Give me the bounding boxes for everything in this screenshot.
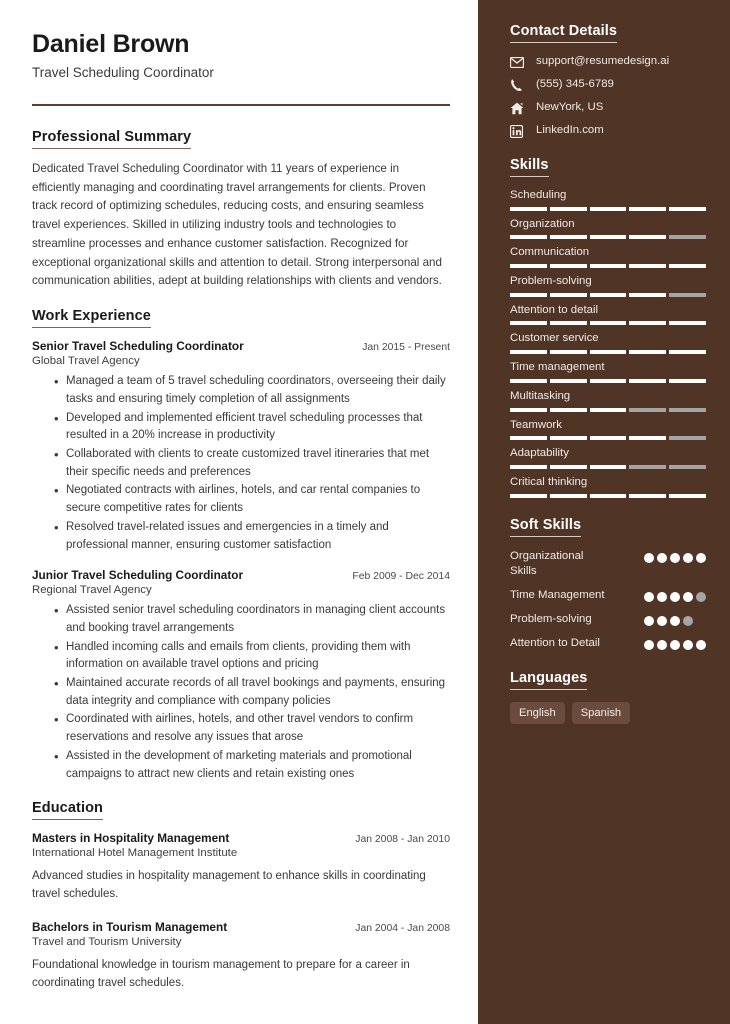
skill-item [510, 218, 706, 240]
skill-bar-segment [629, 436, 666, 440]
skill-bar-segment [510, 408, 547, 412]
soft-skill-dot [644, 553, 654, 563]
work-experience-entry [30, 339, 450, 554]
candidate-name: Daniel Brown [32, 30, 190, 58]
work-bullet-item: • Assisted in the development of marketing materials and promotional campaigns to attract new clients and retain existing ones [54, 748, 450, 783]
work-entry-date: Feb 2009 - Dec 2014 [352, 571, 450, 583]
skill-bar-segment [550, 235, 587, 239]
skill-bar-segment [550, 465, 587, 469]
skill-label: Attention to detail [510, 303, 599, 316]
contact-value: (555) 345-6789 [536, 78, 614, 91]
work-entry-organization: Global Travel Agency [32, 355, 140, 368]
contact-row[interactable] [510, 55, 706, 69]
education-section [30, 799, 450, 992]
soft-skill-dot [670, 616, 680, 626]
work-entry-bullets [30, 373, 450, 554]
work-bullet-item: • Assisted senior travel scheduling coordinators in managing client accounts and booking travel arrangements [54, 602, 450, 637]
skill-level-bar [510, 465, 706, 469]
skill-label: Communication [510, 246, 590, 259]
education-entry [30, 920, 450, 992]
contact-list [510, 55, 706, 138]
skill-label: Time management [510, 361, 605, 374]
skill-bar-segment [590, 350, 627, 354]
contact-row[interactable] [510, 124, 706, 138]
skill-bar-segment [669, 465, 706, 469]
skill-bar-segment [510, 293, 547, 297]
skill-bar-segment [590, 436, 627, 440]
skill-bar-segment [629, 207, 666, 211]
soft-skill-row [510, 612, 706, 628]
skill-item [510, 419, 706, 441]
soft-skill-dot [670, 640, 680, 650]
skill-bar-segment [550, 408, 587, 412]
skill-bar-segment [669, 321, 706, 325]
skill-bar-segment [629, 408, 666, 412]
skills-list [510, 189, 706, 498]
education-entry-header [32, 831, 450, 845]
education-list [30, 831, 450, 992]
work-entry-bullets [30, 602, 450, 783]
skill-level-bar [510, 293, 706, 297]
language-tag[interactable]: English [510, 702, 565, 724]
work-entry-role: Senior Travel Scheduling Coordinator [32, 339, 244, 354]
soft-skill-dot [670, 553, 680, 563]
soft-skills-list [510, 549, 706, 652]
soft-skill-dot [657, 592, 667, 602]
skill-bar-segment [629, 350, 666, 354]
soft-skill-row [510, 549, 706, 580]
skill-bar-segment [629, 465, 666, 469]
skill-level-bar [510, 350, 706, 354]
skill-bar-segment [590, 264, 627, 268]
skill-bar-segment [590, 379, 627, 383]
work-bullet-item: • Handled incoming calls and emails from clients, providing them with information on available travel options and pricing [54, 639, 450, 674]
soft-skill-dot [683, 640, 693, 650]
skill-item [510, 246, 706, 268]
skill-item [510, 189, 706, 211]
skill-label: Critical thinking [510, 475, 588, 488]
skill-item [510, 304, 706, 326]
skill-bar-segment [550, 436, 587, 440]
skill-bar-segment [629, 235, 666, 239]
section-title-education: Education [32, 800, 103, 820]
skill-label: Problem-solving [510, 275, 592, 288]
skill-level-bar [510, 235, 706, 239]
soft-skill-dot [657, 616, 667, 626]
soft-skill-dot [683, 616, 693, 626]
skill-bar-segment [669, 264, 706, 268]
language-tag[interactable]: Spanish [572, 702, 630, 724]
skill-label: Teamwork [510, 418, 562, 431]
skill-bar-segment [590, 408, 627, 412]
education-entry-institution: Travel and Tourism University [32, 935, 182, 948]
education-entry-description: Foundational knowledge in tourism management to prepare for a career in coordinating travel schedules. [32, 958, 410, 989]
soft-skill-dot [683, 553, 693, 563]
work-bullet-item: • Coordinated with airlines, hotels, and other travel vendors to confirm reservations and resolve any issues that arose [54, 711, 450, 746]
soft-skill-rating [644, 549, 706, 563]
skill-bar-segment [629, 321, 666, 325]
work-bullet-item: • Developed and implemented efficient travel scheduling processes that resulted in a 20% increase in productivity [54, 410, 450, 445]
skill-label: Customer service [510, 332, 599, 345]
work-entry-organization: Regional Travel Agency [32, 584, 152, 597]
work-entry-header [32, 339, 450, 353]
skill-level-bar [510, 408, 706, 412]
contact-value: LinkedIn.com [536, 124, 604, 137]
skill-bar-segment [669, 207, 706, 211]
section-title-work-experience: Work Experience [32, 308, 151, 328]
skill-bar-segment [669, 494, 706, 498]
skill-bar-segment [669, 350, 706, 354]
work-entry-role: Junior Travel Scheduling Coordinator [32, 568, 244, 583]
skill-item [510, 476, 706, 498]
contact-details-section [510, 22, 706, 138]
candidate-job-title: Travel Scheduling Coordinator [32, 64, 214, 80]
work-entry-date: Jan 2015 - Present [362, 342, 450, 354]
skill-bar-segment [510, 379, 547, 383]
skill-bar-segment [510, 264, 547, 268]
soft-skill-rating [644, 612, 706, 626]
skill-bar-segment [510, 207, 547, 211]
skill-level-bar [510, 321, 706, 325]
envelope-icon [510, 55, 527, 69]
contact-value: NewYork, US [536, 101, 604, 114]
skill-level-bar [510, 494, 706, 498]
education-entry-header [32, 920, 450, 934]
skill-level-bar [510, 379, 706, 383]
education-entry-degree: Masters in Hospitality Management [32, 831, 230, 846]
skill-bar-segment [550, 350, 587, 354]
education-entry-date: Jan 2004 - Jan 2008 [355, 922, 450, 934]
skill-bar-segment [629, 264, 666, 268]
skill-bar-segment [590, 235, 627, 239]
work-bullet-item: • Collaborated with clients to create customized travel itineraries that met their specific needs and preferences [54, 446, 450, 481]
languages-section [510, 669, 706, 724]
skill-bar-segment [629, 379, 666, 383]
work-experience-list [30, 339, 450, 783]
contact-value: support@resumedesign.ai [536, 55, 670, 68]
skill-item [510, 332, 706, 354]
skill-bar-segment [550, 293, 587, 297]
skill-bar-segment [590, 494, 627, 498]
contact-row[interactable] [510, 78, 706, 92]
work-bullet-item: • Maintained accurate records of all travel bookings and payments, ensuring data integrity and compliance with company policies [54, 675, 450, 710]
skill-level-bar [510, 436, 706, 440]
soft-skill-dot [696, 592, 706, 602]
education-entry-description: Advanced studies in hospitality management to enhance skills in coordinating travel schedules. [32, 870, 426, 901]
work-entry-header [32, 568, 450, 582]
education-entry-degree: Bachelors in Tourism Management [32, 919, 228, 934]
skill-label: Scheduling [510, 189, 567, 201]
skill-bar-segment [629, 293, 666, 297]
contact-row[interactable] [510, 101, 706, 115]
skill-bar-segment [629, 494, 666, 498]
soft-skill-rating [644, 588, 706, 602]
education-entry-institution: International Hotel Management Institute [32, 847, 238, 860]
skill-item [510, 390, 706, 412]
phone-icon [510, 78, 527, 92]
work-bullet-item: • Managed a team of 5 travel scheduling coordinators, overseeing their daily tasks and ensuring timely completion of all assignments [54, 373, 450, 408]
skill-label: Organization [510, 217, 575, 230]
skill-bar-segment [669, 235, 706, 239]
header-divider [32, 104, 450, 106]
soft-skill-dot [683, 592, 693, 602]
skill-bar-segment [669, 293, 706, 297]
section-title-professional-summary: Professional Summary [32, 129, 191, 149]
soft-skill-dot [670, 592, 680, 602]
soft-skill-label: Attention to Detail [510, 636, 600, 649]
skill-label: Multitasking [510, 389, 571, 402]
soft-skill-dot [644, 616, 654, 626]
skill-bar-segment [550, 494, 587, 498]
work-bullet-item: • Resolved travel-related issues and emergencies in a timely and professional manner, ensuring customer satisfaction [54, 519, 450, 554]
skill-bar-segment [590, 465, 627, 469]
soft-skill-dot [644, 640, 654, 650]
skill-item [510, 275, 706, 297]
skill-bar-segment [550, 379, 587, 383]
linkedin-icon [510, 124, 527, 138]
skill-bar-segment [669, 408, 706, 412]
professional-summary-section [30, 128, 450, 291]
soft-skill-rating [644, 636, 706, 650]
skill-bar-segment [510, 436, 547, 440]
skill-level-bar [510, 264, 706, 268]
education-entry [30, 831, 450, 903]
skill-bar-segment [510, 465, 547, 469]
skill-bar-segment [669, 436, 706, 440]
skill-bar-segment [550, 264, 587, 268]
section-title-skills: Skills [510, 157, 549, 177]
skill-bar-segment [510, 321, 547, 325]
soft-skill-dot [657, 553, 667, 563]
work-bullet-item: • Negotiated contracts with airlines, hotels, and car rental companies to secure competitive rates for clients [54, 482, 450, 517]
soft-skill-row [510, 636, 706, 652]
soft-skill-dot [657, 640, 667, 650]
soft-skills-section [510, 516, 706, 652]
resume-sidebar [478, 0, 730, 1024]
skill-bar-segment [590, 321, 627, 325]
work-experience-section [30, 307, 450, 783]
soft-skill-dot [644, 592, 654, 602]
home-icon [510, 101, 527, 115]
skill-level-bar [510, 207, 706, 211]
languages-list [510, 702, 706, 724]
skill-bar-segment [550, 321, 587, 325]
professional-summary-text: Dedicated Travel Scheduling Coordinator with 11 years of experience in efficiently managing and coordinating travel arrangements for clients. Proven track record of optimizing schedules, reducing costs, and ensuring seamless travel experiences. Skilled in utilizing industry tools and technologies to streamline processes and enhance customer satisfaction. Recognized for exceptional organizational skills and attention to detail. Strong interpersonal and communication abilities, adept at building relationships with clients and vendors. [32, 161, 442, 288]
skill-bar-segment [590, 207, 627, 211]
soft-skill-row [510, 588, 706, 604]
skill-bar-segment [510, 494, 547, 498]
skill-item [510, 361, 706, 383]
skill-item [510, 447, 706, 469]
soft-skill-label: Organizational Skills [510, 549, 584, 578]
skill-bar-segment [550, 207, 587, 211]
skill-label: Adaptability [510, 447, 569, 460]
soft-skill-label: Problem-solving [510, 612, 592, 625]
skill-bar-segment [510, 235, 547, 239]
skill-bar-segment [669, 379, 706, 383]
soft-skill-dot [696, 553, 706, 563]
section-title-soft-skills: Soft Skills [510, 517, 581, 537]
skill-bar-segment [510, 350, 547, 354]
soft-skill-label: Time Management [510, 589, 605, 602]
section-title-languages: Languages [510, 670, 587, 690]
skill-bar-segment [590, 293, 627, 297]
work-experience-entry [30, 568, 450, 783]
education-entry-date: Jan 2008 - Jan 2010 [355, 834, 450, 846]
skills-section [510, 156, 706, 498]
soft-skill-dot [696, 640, 706, 650]
section-title-contact-details: Contact Details [510, 23, 617, 43]
